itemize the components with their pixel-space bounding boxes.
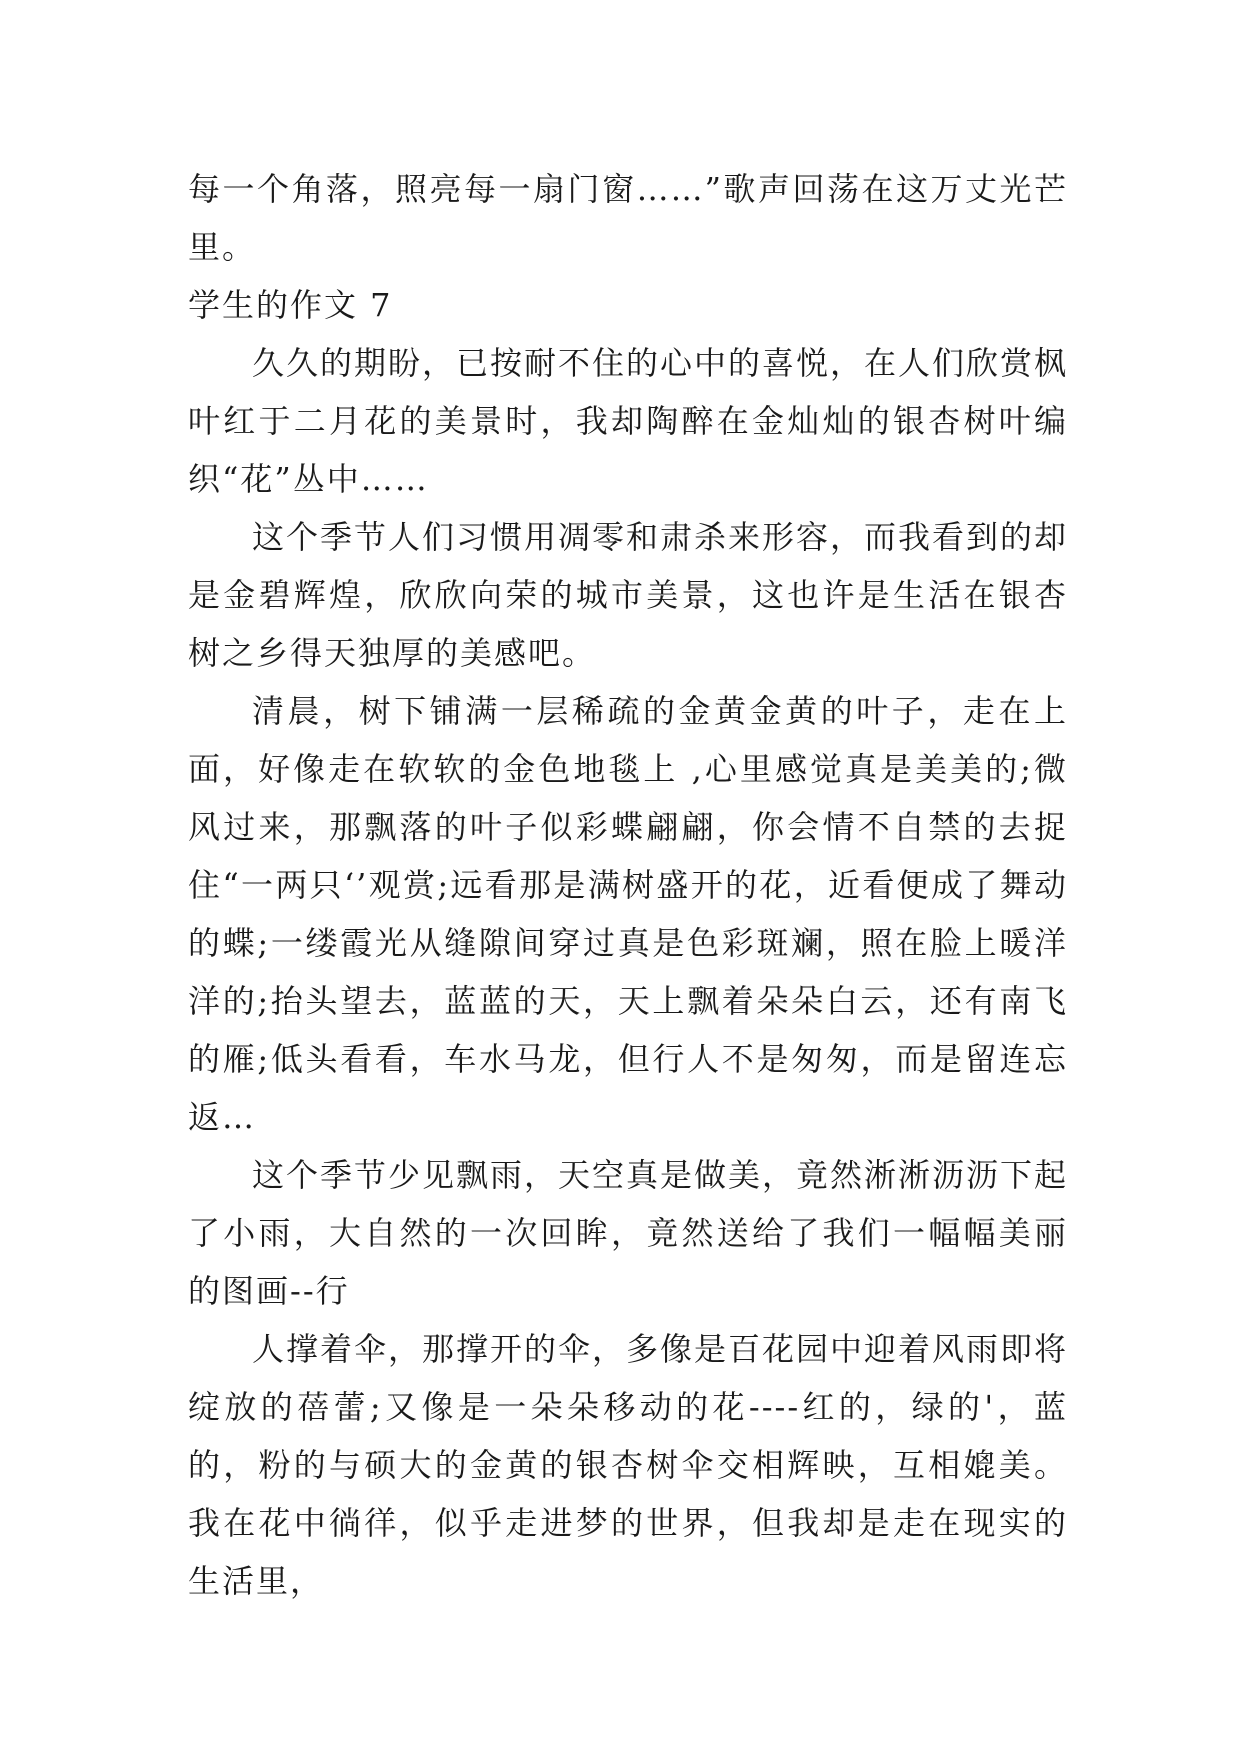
section-heading: 学生的作文 7 xyxy=(188,286,393,324)
paragraph-morning: 清晨，树下铺满一层稀疏的金黄金黄的叶子，走在上面，好像走在软软的金色地毯上 ,心里感觉真是美美的;微风过来，那飘落的叶子似彩蝶翩翩，你会情不自禁的去捉住“一两只‘’观赏;远看那是满树盛开的花，近看便成了舞动的蝶;一缕霞光从缝隙间穿过真是色彩斑斓，照在脸上暖洋洋的;抬头望去，蓝蓝的天，天上飘着朵朵白云，还有南飞的雁;低头看看，车水马龙，但行人不是匆匆，而是留连忘返… xyxy=(188,692,1068,1136)
paragraph-rain: 这个季节少见飘雨，天空真是做美，竟然淅淅沥沥下起了小雨，大自然的一次回眸，竟然送给了我们一幅幅美丽的图画--行 xyxy=(188,1156,1069,1310)
document-body xyxy=(188,160,1068,1610)
paragraph-season: 这个季节人们习惯用凋零和肃杀来形容，而我看到的却是金碧辉煌，欣欣向荣的城市美景，这也许是生活在银杏树之乡得天独厚的美感吧。 xyxy=(188,518,1069,672)
paragraph-umbrella: 人撑着伞，那撑开的伞，多像是百花园中迎着风雨即将绽放的蓓蕾;又像是一朵朵移动的花----红的，绿的'，蓝的，粉的与硕大的金黄的银杏树伞交相辉映，互相媲美。我在花中徜徉，似乎走进梦的世界，但我却是走在现实的生活里， xyxy=(188,1330,1069,1600)
paragraph-intro: 久久的期盼，已按耐不住的心中的喜悦，在人们欣赏枫叶红于二月花的美景时，我却陶醉在金灿灿的银杏树叶编织“花”丛中…… xyxy=(188,344,1069,498)
paragraph-continuation: 每一个角落，照亮每一扇门窗……”歌声回荡在这万丈光芒里。 xyxy=(188,170,1068,266)
